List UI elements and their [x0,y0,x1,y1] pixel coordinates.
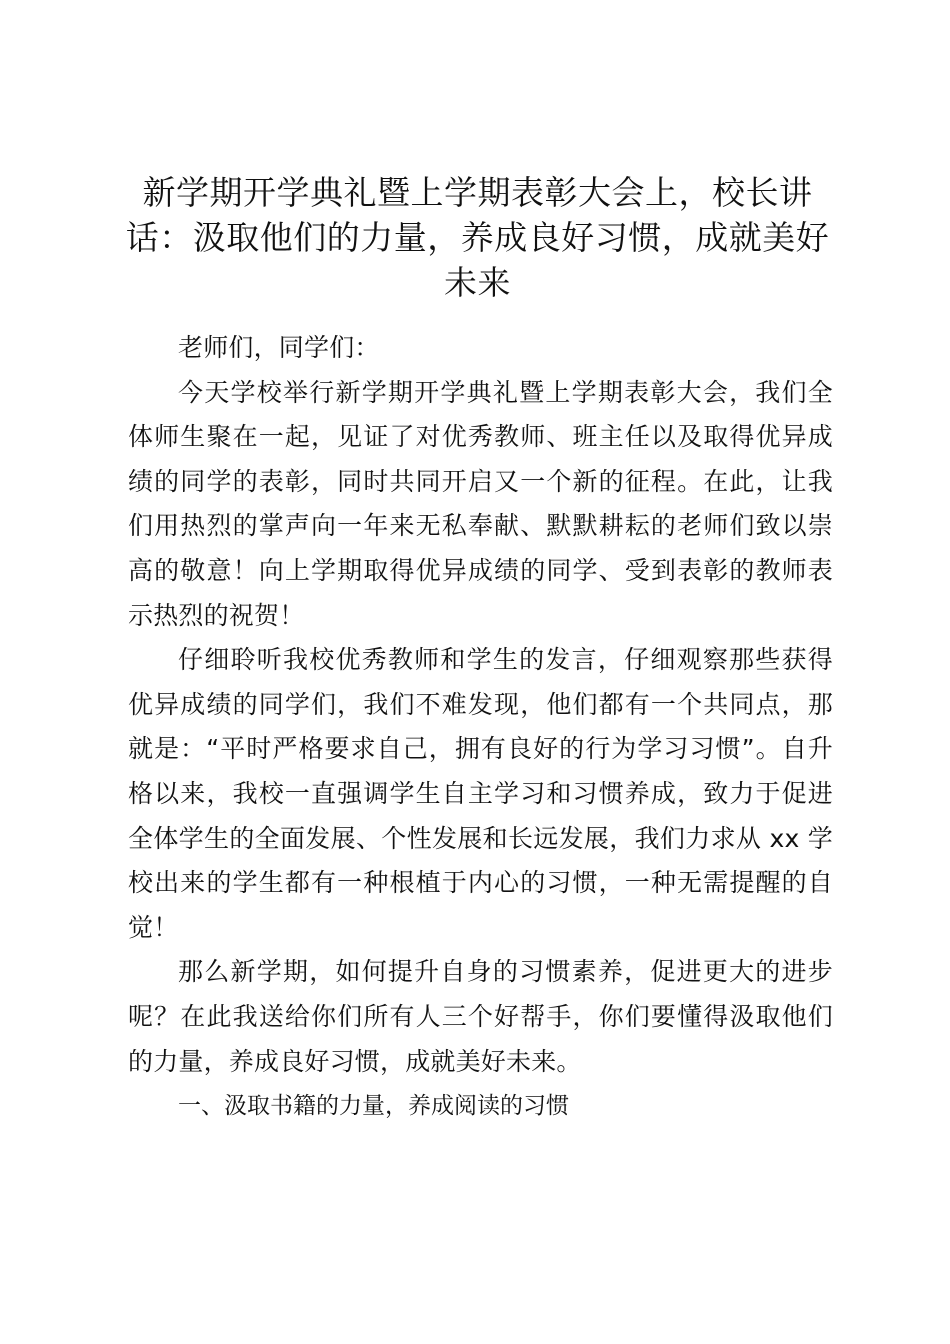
body-paragraph: 今天学校举行新学期开学典礼暨上学期表彰大会，我们全体师生聚在一起，见证了对优秀教师、班主任以及取得优异成绩的同学的表彰，同时共同开启又一个新的征程。在此，让我们用热烈的掌声向一年来无私奉献、默默耕耘的老师们致以崇高的敬意！向上学期取得优异成绩的同学、受到表彰的教师表示热烈的祝贺！ [128,377,833,630]
section-heading: 一、汲取书籍的力量，养成阅读的习惯 [178,1093,569,1120]
document-body [128,326,833,1129]
body-paragraph: 仔细聆听我校优秀教师和学生的发言，仔细观察那些获得优异成绩的同学们，我们不难发现，他们都有一个共同点，那就是：“平时严格要求自己，拥有良好的行为学习习惯”。自升格以来，我校一直强调学生自主学习和习惯养成，致力于促进全体学生的全面发展、个性发展和长远发展，我们力求从 xx 学校出来的学生都有一种根植于内心的习惯，一种无需提醒的自觉！ [128,645,833,942]
document-title: 新学期开学典礼暨上学期表彰大会上，校长讲话：汲取他们的力量，养成良好习惯，成就美好未来 [125,173,830,302]
salutation-paragraph: 老师们，同学们： [178,333,380,362]
body-paragraph: 那么新学期，如何提升自身的习惯素养，促进更大的进步呢？在此我送给你们所有人三个好帮手，你们要懂得汲取他们的力量，养成良好习惯，成就美好未来。 [128,957,833,1076]
